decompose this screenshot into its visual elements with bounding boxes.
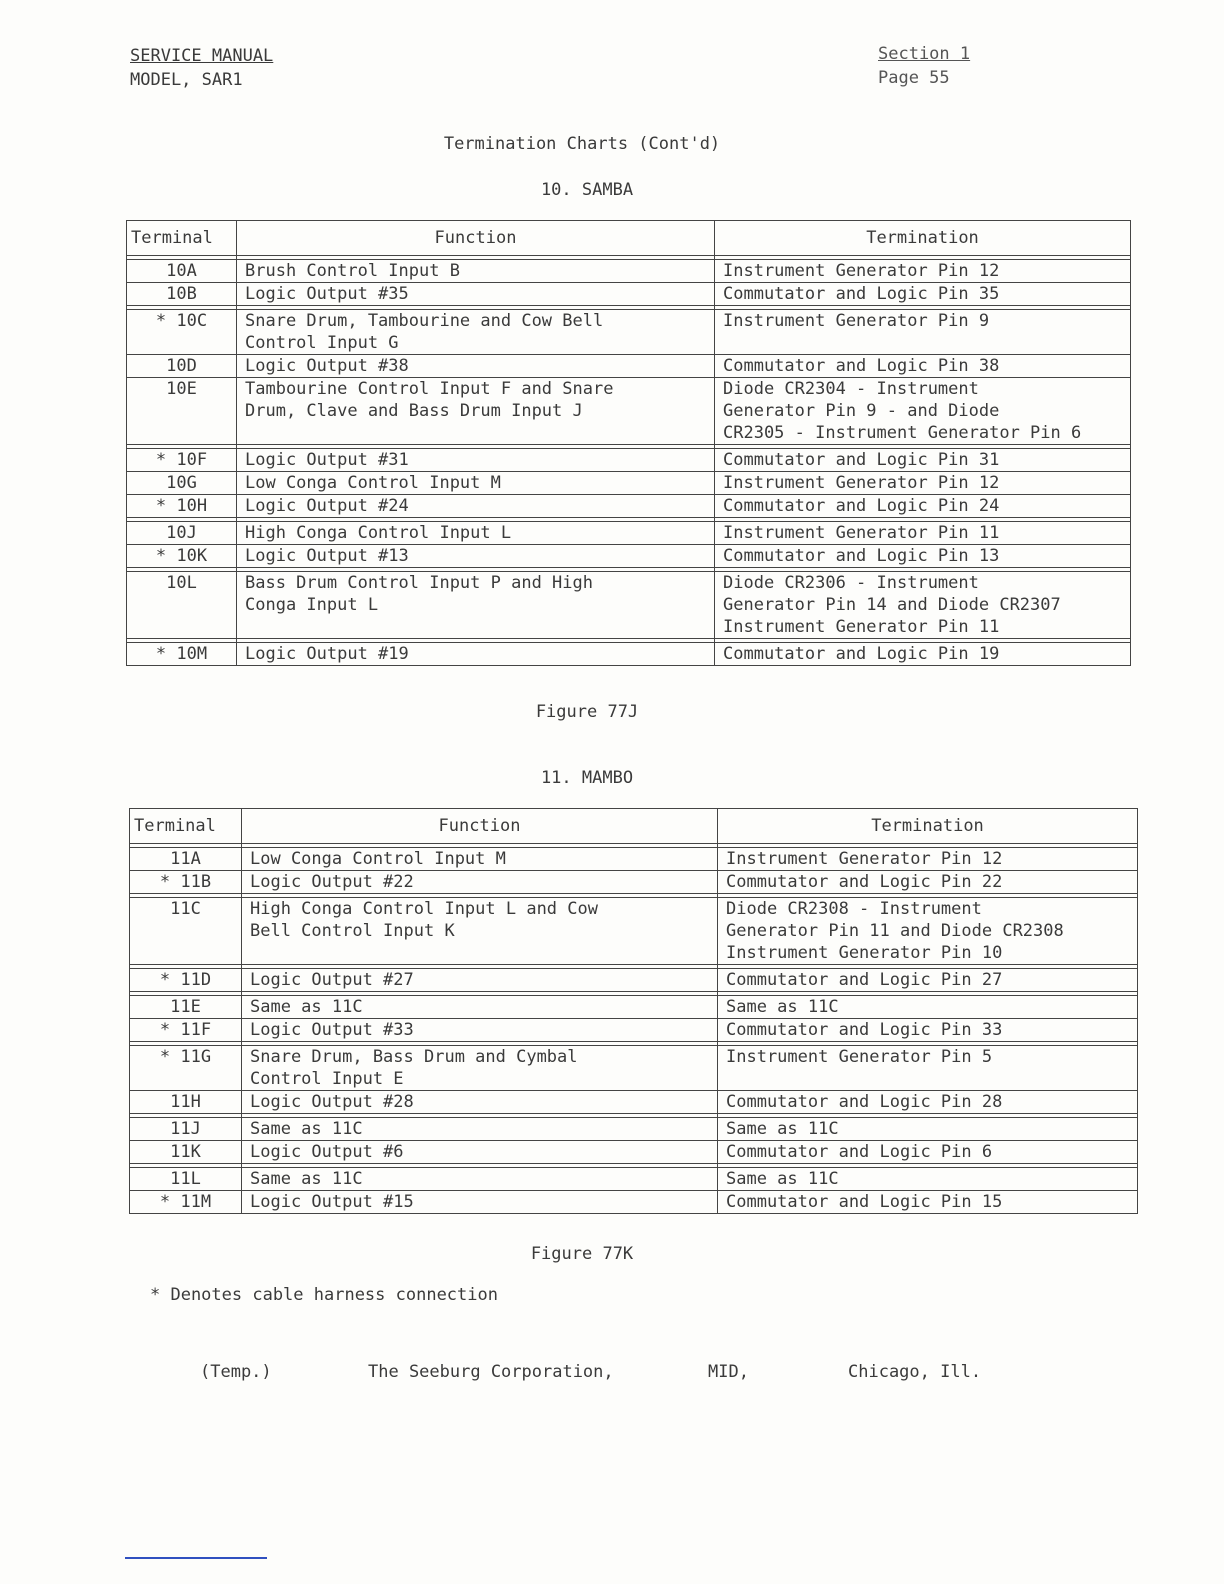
table-row	[130, 898, 1138, 965]
terminal-cell: 10A	[127, 260, 237, 283]
table-row	[130, 1046, 1138, 1091]
col-header-function: Function	[237, 221, 715, 256]
terminal-cell: 11K	[130, 1141, 242, 1164]
table-row	[130, 969, 1138, 992]
function-cell: Brush Control Input B	[237, 260, 715, 283]
function-cell: Same as 11C	[242, 996, 718, 1019]
termination-cell: Diode CR2308 - Instrument Generator Pin 11 and Diode CR2308 Instrument Generator Pin 10	[718, 898, 1138, 965]
table-row	[130, 1141, 1138, 1164]
samba-table	[126, 220, 1131, 666]
termination-cell: Commutator and Logic Pin 35	[715, 283, 1131, 306]
terminal-cell: * 10K	[127, 545, 237, 568]
function-cell: Logic Output #24	[237, 495, 715, 518]
table-row	[130, 1118, 1138, 1141]
footnote: * Denotes cable harness connection	[150, 1285, 498, 1305]
termination-cell: Commutator and Logic Pin 13	[715, 545, 1131, 568]
function-cell: Logic Output #15	[242, 1191, 718, 1214]
terminal-cell: * 10F	[127, 449, 237, 472]
col-header-function: Function	[242, 809, 718, 844]
footer-temp: (Temp.)	[200, 1362, 272, 1382]
page-number: Page 55	[878, 68, 950, 88]
terminal-cell: 11H	[130, 1091, 242, 1114]
function-cell: Logic Output #28	[242, 1091, 718, 1114]
termination-cell: Same as 11C	[718, 996, 1138, 1019]
termination-cell: Commutator and Logic Pin 24	[715, 495, 1131, 518]
table-row	[127, 572, 1131, 639]
termination-cell: Commutator and Logic Pin 38	[715, 355, 1131, 378]
table-row	[127, 260, 1131, 283]
terminal-cell: 10G	[127, 472, 237, 495]
table-row	[127, 472, 1131, 495]
function-cell: Low Conga Control Input M	[242, 848, 718, 871]
termination-cell: Instrument Generator Pin 12	[715, 260, 1131, 283]
termination-cell: Commutator and Logic Pin 28	[718, 1091, 1138, 1114]
terminal-cell: * 11M	[130, 1191, 242, 1214]
table-row	[127, 283, 1131, 306]
terminal-cell: 11C	[130, 898, 242, 965]
terminal-cell: 10B	[127, 283, 237, 306]
terminal-cell: * 10M	[127, 643, 237, 666]
col-header-termination: Termination	[718, 809, 1138, 844]
table-row	[130, 848, 1138, 871]
table-row	[130, 1019, 1138, 1042]
function-cell: Logic Output #27	[242, 969, 718, 992]
function-cell: High Conga Control Input L and Cow Bell Control Input K	[242, 898, 718, 965]
table-row	[130, 871, 1138, 894]
termination-cell: Commutator and Logic Pin 22	[718, 871, 1138, 894]
function-cell: High Conga Control Input L	[237, 522, 715, 545]
mambo-heading: 11. MAMBO	[540, 768, 634, 788]
function-cell: Low Conga Control Input M	[237, 472, 715, 495]
function-cell: Snare Drum, Bass Drum and Cymbal Control Input E	[242, 1046, 718, 1091]
termination-cell: Instrument Generator Pin 12	[718, 848, 1138, 871]
figure-caption-77j: Figure 77J	[535, 702, 639, 722]
page-title: Termination Charts (Cont'd)	[443, 134, 721, 154]
termination-cell: Same as 11C	[718, 1118, 1138, 1141]
col-header-termination: Termination	[715, 221, 1131, 256]
manual-header	[130, 44, 273, 92]
table-row	[130, 996, 1138, 1019]
mambo-rows	[130, 844, 1138, 1214]
terminal-cell: 10D	[127, 355, 237, 378]
termination-cell: Instrument Generator Pin 5	[718, 1046, 1138, 1091]
terminal-cell: 10E	[127, 378, 237, 445]
section-label: Section 1	[878, 44, 971, 64]
termination-cell: Commutator and Logic Pin 15	[718, 1191, 1138, 1214]
bottom-rule	[125, 1557, 267, 1559]
table-row	[127, 522, 1131, 545]
function-cell: Logic Output #38	[237, 355, 715, 378]
terminal-cell: * 11G	[130, 1046, 242, 1091]
manual-title: SERVICE MANUAL	[130, 46, 274, 66]
mambo-table	[129, 808, 1138, 1214]
termination-cell: Commutator and Logic Pin 33	[718, 1019, 1138, 1042]
function-cell: Logic Output #19	[237, 643, 715, 666]
terminal-cell: 11E	[130, 996, 242, 1019]
table-row	[127, 355, 1131, 378]
termination-cell: Commutator and Logic Pin 31	[715, 449, 1131, 472]
col-header-terminal: Terminal	[127, 221, 237, 256]
terminal-cell: 11A	[130, 848, 242, 871]
samba-rows	[127, 256, 1131, 666]
function-cell: Logic Output #33	[242, 1019, 718, 1042]
terminal-cell: * 10C	[127, 310, 237, 355]
terminal-cell: 10L	[127, 572, 237, 639]
terminal-cell: 10J	[127, 522, 237, 545]
function-cell: Logic Output #13	[237, 545, 715, 568]
table-row	[127, 378, 1131, 445]
function-cell: Snare Drum, Tambourine and Cow Bell Control Input G	[237, 310, 715, 355]
table-row	[127, 310, 1131, 355]
table-row	[130, 1168, 1138, 1191]
function-cell: Same as 11C	[242, 1118, 718, 1141]
terminal-cell: * 10H	[127, 495, 237, 518]
terminal-cell: 11L	[130, 1168, 242, 1191]
col-header-terminal: Terminal	[130, 809, 242, 844]
terminal-cell: * 11B	[130, 871, 242, 894]
termination-cell: Diode CR2304 - Instrument Generator Pin 9 - and Diode CR2305 - Instrument Generator Pin 6	[715, 378, 1131, 445]
section-header	[878, 42, 970, 90]
table-row	[127, 495, 1131, 518]
table-row	[130, 1091, 1138, 1114]
table-row	[127, 449, 1131, 472]
function-cell: Same as 11C	[242, 1168, 718, 1191]
termination-cell: Diode CR2306 - Instrument Generator Pin 14 and Diode CR2307 Instrument Generator Pin 11	[715, 572, 1131, 639]
table-row	[127, 643, 1131, 666]
function-cell: Logic Output #35	[237, 283, 715, 306]
function-cell: Logic Output #31	[237, 449, 715, 472]
terminal-cell: 11J	[130, 1118, 242, 1141]
table-row	[130, 1191, 1138, 1214]
function-cell: Tambourine Control Input F and Snare Drum, Clave and Bass Drum Input J	[237, 378, 715, 445]
termination-cell: Instrument Generator Pin 12	[715, 472, 1131, 495]
function-cell: Logic Output #22	[242, 871, 718, 894]
samba-heading: 10. SAMBA	[540, 180, 634, 200]
function-cell: Logic Output #6	[242, 1141, 718, 1164]
footer-company: The Seeburg Corporation,	[368, 1362, 614, 1382]
termination-cell: Instrument Generator Pin 9	[715, 310, 1131, 355]
model-label: MODEL, SAR1	[130, 70, 243, 90]
terminal-cell: * 11F	[130, 1019, 242, 1042]
footer-mid: MID,	[708, 1362, 749, 1382]
footer-city: Chicago, Ill.	[848, 1362, 982, 1382]
termination-cell: Commutator and Logic Pin 27	[718, 969, 1138, 992]
terminal-cell: * 11D	[130, 969, 242, 992]
termination-cell: Instrument Generator Pin 11	[715, 522, 1131, 545]
termination-cell: Commutator and Logic Pin 6	[718, 1141, 1138, 1164]
termination-cell: Same as 11C	[718, 1168, 1138, 1191]
figure-caption-77k: Figure 77K	[530, 1244, 634, 1264]
table-row	[127, 545, 1131, 568]
function-cell: Bass Drum Control Input P and High Conga Input L	[237, 572, 715, 639]
termination-cell: Commutator and Logic Pin 19	[715, 643, 1131, 666]
